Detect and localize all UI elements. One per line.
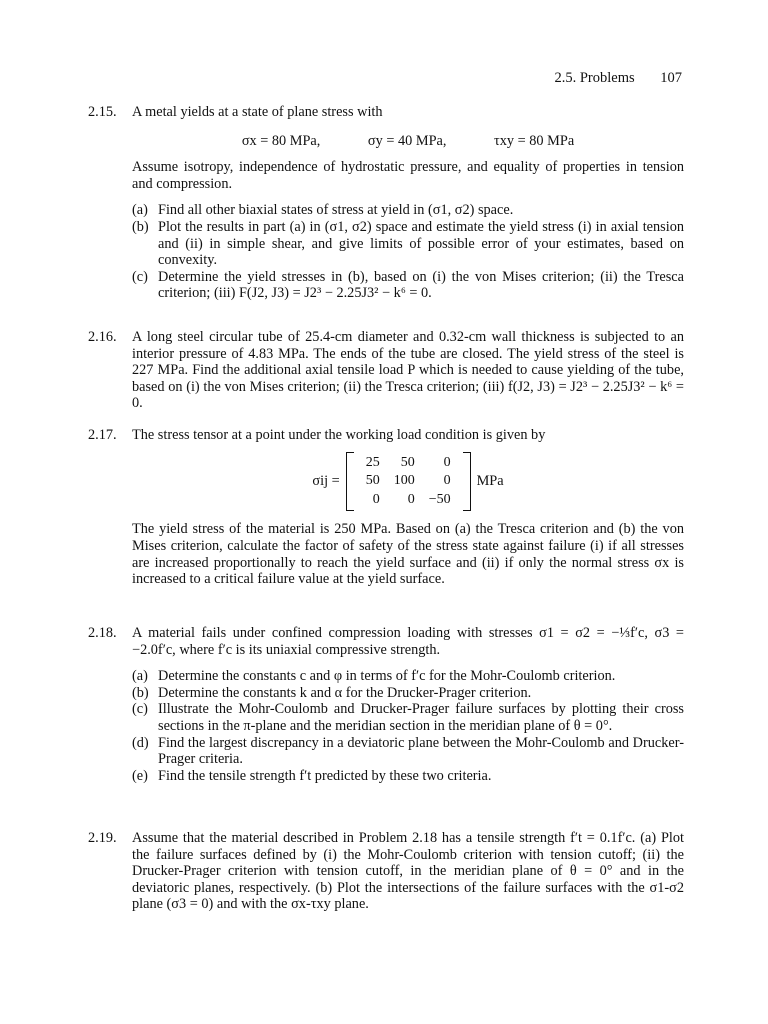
part-a [132, 668, 684, 685]
matrix-cell: 0 [443, 473, 451, 489]
section-title: 2.5. Problems [554, 70, 635, 86]
stress-matrix [346, 452, 471, 512]
part-c [132, 269, 684, 302]
part-text: Determine the constants k and α for the Drucker-Prager criterion. [158, 684, 532, 701]
sigma-x-equation: σx = 80 MPa, [241, 132, 321, 149]
part-e [132, 768, 684, 785]
problem-paragraph: Assume isotropy, independence of hydrostatic pressure, and equality of properties in tension and compression. [132, 159, 684, 192]
matrix-cell: 0 [372, 491, 380, 507]
part-label: (a) [132, 202, 148, 219]
part-text: Find the tensile strength f′t predicted by these two criteria. [158, 767, 492, 784]
problem-text: A long steel circular tube of 25.4-cm diameter and 0.32-cm wall thickness is subjected to an interior pressure of 4.83 MPa. The ends of the tube are closed. The yield stress of the steel is 227 MPa. Find the additional axial tensile load P which is needed to cause yielding of the tube, based on (i) the von Mises criterion; (ii) the Tresca criterion; (iii) f(J2, J3) = J2³ − 2.25J3² − k⁶ = 0. [132, 329, 684, 412]
part-b [132, 685, 684, 702]
sigma-y-equation: σy = 40 MPa, [367, 132, 447, 149]
matrix-row [359, 491, 458, 510]
problem-parts [132, 202, 684, 302]
matrix-unit: MPa [476, 473, 504, 490]
matrix-cell: 25 [365, 454, 380, 470]
problem-intro: A metal yields at a state of plane stress with [132, 104, 383, 120]
stress-state-equations [132, 133, 684, 150]
part-text: Find all other biaxial states of stress at yield in (σ1, σ2) space. [158, 202, 514, 219]
part-label: (c) [132, 268, 148, 285]
tau-xy-equation: τxy = 80 MPa [494, 132, 575, 149]
matrix-cell: 0 [443, 454, 451, 470]
problem-number: 2.15. [88, 104, 117, 120]
problem-number: 2.16. [88, 329, 117, 345]
part-label: (c) [132, 701, 148, 718]
problem-2-17 [88, 427, 684, 588]
matrix-cell: −50 [428, 491, 451, 507]
part-text: Illustrate the Mohr-Coulomb and Drucker-Prager failure surfaces by plotting their cross sections in the π-plane and the meridian section in the meridian plane of θ = 0°. [158, 701, 684, 734]
matrix-lhs: σij = [312, 473, 340, 490]
problem-paragraph: The yield stress of the material is 250 MPa. Based on (a) the Tresca criterion and (b) the von Mises criterion, calculate the factor of safety of the stress state against failure (i) if all stresses are increased proportionally to reach the yield surface and (ii) if only the normal stress σx is increased to a critical failure value at the yield surface. [132, 521, 684, 588]
matrix-cell: 100 [393, 473, 415, 489]
part-text: Find the largest discrepancy in a deviatoric plane between the Mohr-Coulomb and Drucker-Prager criteria. [158, 734, 684, 768]
part-label: (a) [132, 668, 148, 685]
problem-number: 2.18. [88, 625, 117, 641]
stress-tensor [132, 452, 684, 512]
problem-2-16 [88, 329, 684, 412]
matrix-row [359, 472, 458, 491]
part-label: (e) [132, 767, 148, 784]
problem-2-15 [88, 104, 684, 302]
matrix-row [359, 454, 458, 473]
running-header [554, 70, 682, 87]
problem-parts [132, 668, 684, 784]
page-number: 107 [660, 70, 682, 86]
part-a [132, 202, 684, 219]
part-label: (d) [132, 734, 149, 751]
matrix-cell: 50 [400, 454, 415, 470]
problem-2-19 [88, 830, 684, 913]
matrix-cell: 0 [407, 491, 415, 507]
problem-number: 2.19. [88, 830, 117, 846]
problem-2-18 [88, 625, 684, 784]
part-b [132, 219, 684, 269]
part-label: (b) [132, 684, 149, 701]
problem-text: Assume that the material described in Problem 2.18 has a tensile strength f′t = 0.1f′c. (a) Plot the failure surfaces defined by (i) the Mohr-Coulomb criterion with tension cutoff; (ii) the Drucker-Prager criterion with tension cutoff, in the meridian plane of θ = 0° and in the deviatoric planes, respectively. (b) Plot the intersections of the failure surfaces with the σ1-σ2 plane (σ3 = 0) and with the σx-τxy plane. [132, 830, 684, 913]
matrix-cell: 50 [365, 473, 380, 489]
part-c [132, 701, 684, 734]
part-label: (b) [132, 218, 149, 235]
part-text: Plot the results in part (a) in (σ1, σ2) space and estimate the yield stress (i) in axial tension and (ii) in simple shear, and give limits of possible error of your estimates, based on convexity. [158, 218, 684, 269]
part-d [132, 735, 684, 768]
problem-intro: The stress tensor at a point under the working load condition is given by [132, 427, 546, 443]
problem-intro: A material fails under confined compression loading with stresses σ1 = σ2 = −⅓f′c, σ3 = −2.0f′c, where f′c is its uniaxial compressive strength. [132, 625, 684, 658]
part-text: Determine the yield stresses in (b), based on (i) the von Mises criterion; (ii) the Tresca criterion; (iii) F(J2, J3) = J2³ − 2.25J3² − k⁶ = 0. [158, 268, 684, 302]
problem-number: 2.17. [88, 427, 117, 443]
part-text: Determine the constants c and φ in terms of f′c for the Mohr-Coulomb criterion. [158, 668, 616, 685]
